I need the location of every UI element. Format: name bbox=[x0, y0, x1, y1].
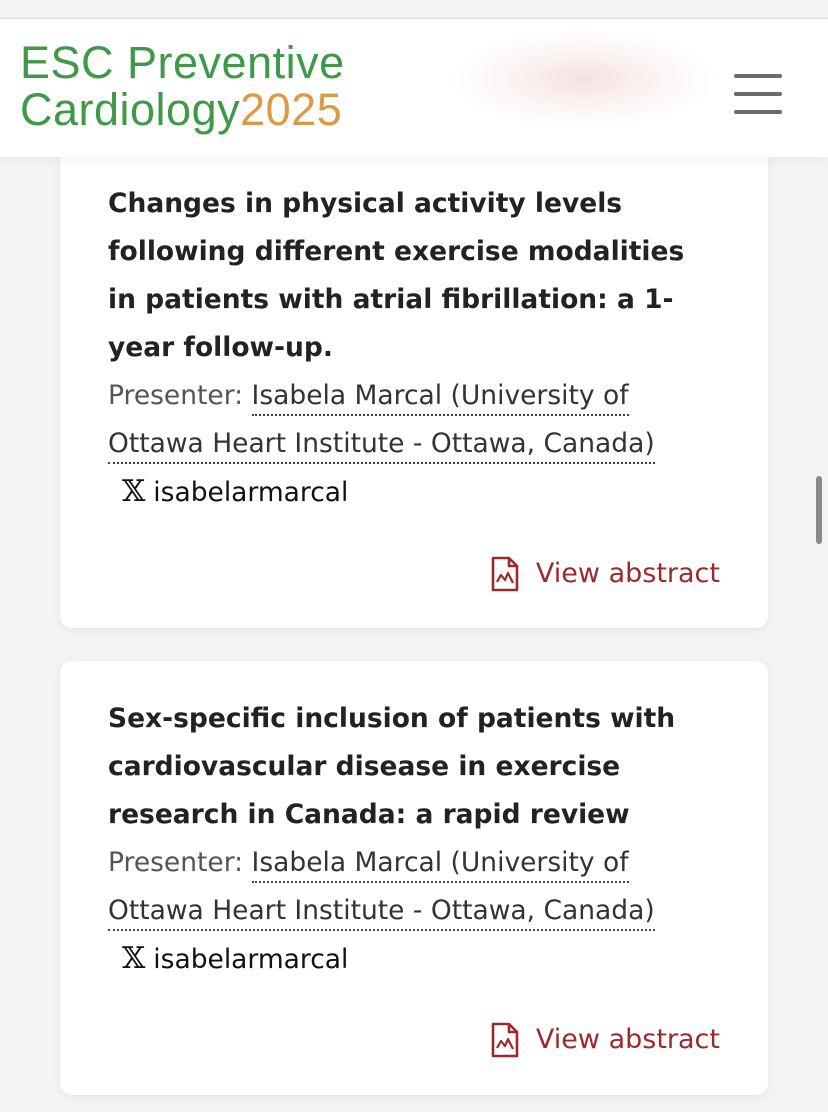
view-abstract-link[interactable] bbox=[490, 554, 720, 594]
presenter-link[interactable]: Isabela Marcal (University of Ottawa Heart Institute - Ottawa, Canada) bbox=[108, 380, 655, 464]
menu-bar-icon bbox=[734, 74, 782, 78]
abstract-card bbox=[60, 661, 768, 1095]
presenter-link[interactable]: Isabela Marcal (University of Ottawa Heart Institute - Ottawa, Canada) bbox=[108, 847, 655, 931]
menu-bar-icon bbox=[734, 92, 782, 96]
x-logo-icon: 𝕏 bbox=[122, 474, 146, 509]
browser-top-strip bbox=[0, 0, 828, 19]
view-abstract-link[interactable] bbox=[490, 1020, 720, 1060]
logo-year: 2025 bbox=[240, 84, 343, 135]
pdf-file-icon bbox=[490, 1022, 520, 1058]
site-logo[interactable] bbox=[20, 39, 345, 133]
x-handle-text: isabelarmarcal bbox=[153, 944, 349, 975]
abstract-title: Changes in physical activity levels following different exercise modalities in patients with atrial fibrillation: a 1-year follow-up. bbox=[108, 188, 685, 363]
presenter-label: Presenter: bbox=[108, 847, 244, 878]
logo-cardiology: Cardiology bbox=[20, 84, 241, 135]
pdf-file-icon bbox=[490, 556, 520, 592]
page-scrollbar[interactable] bbox=[816, 476, 822, 544]
x-profile-link[interactable] bbox=[122, 939, 348, 980]
abstract-title: Sex-specific inclusion of patients with cardiovascular disease in exercise research in Canada: a rapid review bbox=[108, 703, 676, 830]
presenter-label: Presenter: bbox=[108, 380, 244, 411]
blurred-banner bbox=[448, 29, 718, 129]
x-logo-icon: 𝕏 bbox=[122, 941, 146, 976]
view-abstract-label: View abstract bbox=[535, 1024, 720, 1055]
hamburger-menu-button[interactable] bbox=[722, 67, 792, 135]
abstract-card bbox=[60, 120, 768, 628]
logo-line-2 bbox=[20, 86, 345, 133]
logo-line-1: ESC Preventive bbox=[20, 37, 345, 88]
x-handle-text: isabelarmarcal bbox=[153, 477, 349, 508]
view-abstract-label: View abstract bbox=[535, 558, 720, 589]
menu-bar-icon bbox=[734, 110, 782, 114]
x-profile-link[interactable] bbox=[122, 472, 348, 513]
site-header bbox=[0, 19, 828, 157]
presenter-info bbox=[108, 839, 728, 935]
presenter-info bbox=[108, 372, 728, 468]
